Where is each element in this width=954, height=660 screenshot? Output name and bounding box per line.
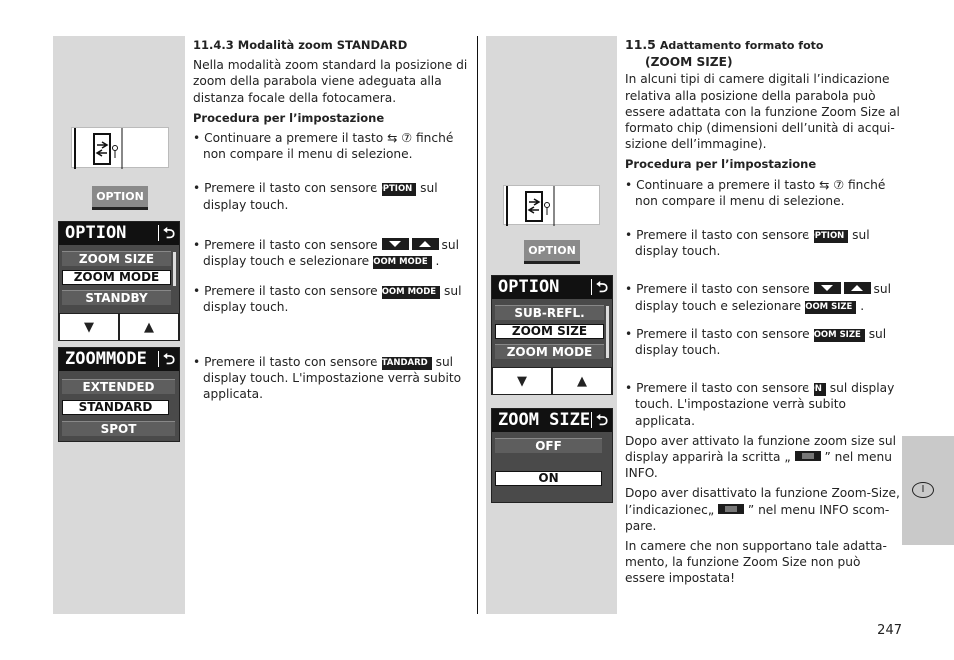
menu-item[interactable]: SUB-REFL. — [495, 305, 604, 320]
menu-title-text: OPTION — [498, 277, 560, 297]
intro-paragraph: In alcuni tipi di camere digitali l’indicazione relativa alla posizione della parabola può essere adattata con la funzione Zoom Size al formato chip (dimensioni dell’unità di acqui-sizione dell’immagine). — [625, 72, 900, 152]
option-tag: OPTION — [382, 183, 417, 196]
up-arrow-button[interactable]: ▲ — [552, 367, 612, 395]
paragraph-final: In camere che non supportano tale adatta-mento, la funzione Zoom Size non può essere impostata! — [625, 539, 887, 586]
back-icon[interactable]: ⮌ — [158, 351, 175, 367]
step-5 — [193, 354, 468, 403]
menu-title — [492, 409, 612, 432]
back-icon[interactable]: ⮌ — [591, 412, 608, 428]
option-menu — [58, 221, 180, 341]
menu-item[interactable]: OFF — [495, 438, 602, 453]
step-2 — [625, 227, 900, 259]
flash-device-icon — [504, 186, 601, 226]
procedure-title: Procedura per l’impostazione — [193, 110, 385, 125]
section-heading — [625, 37, 900, 54]
step-text: sul display touch. — [203, 284, 462, 315]
down-arrow-icon — [382, 238, 409, 250]
paragraph-text: ” nel menu INFO. — [625, 450, 892, 481]
up-arrow-icon — [844, 282, 871, 294]
up-arrow-button[interactable]: ▲ — [119, 313, 179, 341]
section-number: 11.5 — [625, 37, 656, 52]
step-4 — [193, 283, 468, 315]
down-arrow-icon — [814, 282, 841, 294]
down-arrow-button[interactable]: ▼ — [59, 313, 119, 341]
back-icon[interactable]: ⮌ — [591, 279, 608, 295]
step-text: • Premere il tasto con sensore — [193, 284, 378, 299]
step-text: sul display touch. L'impostazione verrà subito applicata. — [203, 354, 462, 402]
paragraph-text: ” nel menu INFO scom-pare. — [625, 502, 890, 533]
back-icon[interactable]: ⮌ — [158, 225, 175, 241]
paragraph-after-off — [625, 485, 900, 534]
menu-title-text: ZOOM SIZE — [498, 410, 591, 430]
zoom-size-tag: ZOOM SIZE — [814, 329, 865, 342]
paragraph-after-on — [625, 433, 900, 482]
zoom-size-indicator-icon — [718, 504, 744, 514]
menu-title — [492, 276, 612, 299]
step-3 — [625, 281, 900, 313]
intro-paragraph: Nella modalità zoom standard la posizione di zoom della parabola viene adeguata alla distanza focale della fotocamera. — [193, 58, 468, 105]
procedure-title: Procedura per l’impostazione — [625, 157, 817, 172]
step-text: sul display touch. — [203, 181, 438, 212]
step-text: sul display touch e selezionare — [635, 282, 891, 313]
nav-row — [59, 313, 179, 341]
step-text: • Premere il tasto con sensore — [625, 326, 810, 341]
zoom-mode-menu — [58, 347, 180, 442]
step-text: • Premere il tasto con sensore — [193, 237, 378, 252]
step-4 — [625, 326, 900, 358]
scrollbar[interactable] — [606, 306, 609, 358]
step-text: • Premere il tasto con sensore — [193, 354, 378, 369]
option-sensor-button[interactable]: OPTION — [92, 186, 148, 210]
zoom-mode-tag: ZOOM MODE — [382, 286, 441, 299]
menu-item[interactable]: ZOOM SIZE — [62, 251, 171, 266]
step-3 — [193, 237, 468, 269]
right-text-column — [625, 37, 900, 591]
scrollbar[interactable] — [173, 252, 176, 286]
menu-title — [59, 222, 179, 245]
step-text: • Premere il tasto con sensore — [625, 228, 810, 243]
on-tag: ON — [814, 383, 826, 396]
menu-item-selected[interactable]: ON — [495, 471, 602, 486]
step-text: . — [860, 298, 865, 313]
menu-item[interactable]: SPOT — [62, 421, 175, 436]
down-arrow-button[interactable]: ▼ — [492, 367, 552, 395]
zoom-size-tag: ZOOM SIZE — [805, 301, 856, 314]
step-text: sul display touch. — [635, 228, 870, 259]
up-arrow-icon — [412, 238, 439, 250]
step-1: • Continuare a premere il tasto ⇆ ⑦ finché non compare il menu di selezione. — [625, 177, 886, 208]
paragraph-text: Dopo aver disattivato la funzione Zoom-Size, l’indicazionec„ — [625, 486, 900, 517]
zoom-size-menu — [491, 408, 613, 503]
flash-device-icon — [72, 128, 170, 169]
step-1: • Continuare a premere il tasto ⇆ ⑦ finché non compare il menu di selezione. — [193, 131, 454, 162]
language-tab-label: I — [912, 482, 934, 498]
step-2 — [193, 180, 468, 212]
language-tab — [902, 436, 954, 545]
step-text: • Premere il tasto con sensore — [193, 181, 378, 196]
step-text: • Premere il tasto con sensore — [625, 282, 810, 297]
page-number: 247 — [877, 623, 902, 638]
step-text: sul display touch e selezionare — [203, 237, 459, 269]
menu-item[interactable]: EXTENDED — [62, 379, 175, 394]
device-illustration — [71, 127, 169, 168]
paragraph-text: Dopo aver attivato la funzione zoom size sul display apparirà la scritta „ — [625, 433, 896, 465]
section-title: Adattamento formato foto — [659, 39, 824, 52]
section-heading: 11.4.3 Modalità zoom STANDARD — [193, 38, 408, 52]
standard-tag: STANDARD — [382, 357, 432, 370]
menu-title — [59, 348, 179, 371]
option-tag: OPTION — [814, 230, 849, 243]
step-text: • Premere il tasto con sensore — [625, 381, 810, 396]
menu-item[interactable]: ZOOM MODE — [495, 344, 604, 359]
left-text-column — [193, 37, 468, 406]
step-5 — [625, 380, 900, 429]
option-menu — [491, 275, 613, 395]
menu-title-text: OPTION — [65, 223, 127, 243]
device-illustration — [503, 185, 600, 225]
column-divider — [477, 36, 478, 614]
step-text: . — [435, 254, 440, 269]
nav-row — [492, 367, 612, 395]
section-subtitle: (ZOOM SIZE) — [645, 55, 733, 70]
menu-item-selected[interactable]: ZOOM MODE — [62, 270, 171, 285]
option-sensor-button[interactable]: OPTION — [524, 240, 580, 264]
menu-item-selected[interactable]: STANDARD — [62, 400, 169, 415]
zoom-size-indicator-icon — [795, 451, 821, 461]
menu-item[interactable]: STANDBY — [62, 290, 171, 305]
zoom-mode-tag: ZOOM MODE — [373, 256, 432, 269]
step-text: sul display touch. L'impostazione verrà subito applicata. — [635, 381, 895, 428]
step-text: sul display touch. — [635, 326, 887, 358]
menu-item-selected[interactable]: ZOOM SIZE — [495, 324, 604, 339]
menu-title-text: ZOOMMODE — [65, 349, 147, 369]
